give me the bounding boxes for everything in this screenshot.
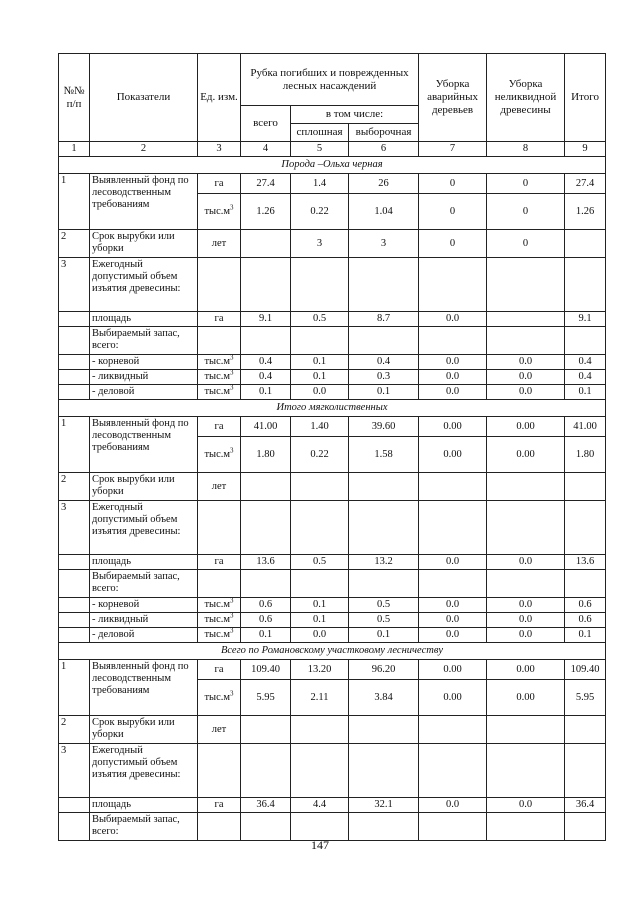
value-cell: 0.00 bbox=[419, 660, 487, 680]
value-cell: 0 bbox=[487, 230, 565, 258]
table-row bbox=[59, 385, 606, 400]
empty-cell bbox=[291, 744, 349, 798]
empty-cell bbox=[349, 570, 419, 598]
empty-cell bbox=[59, 628, 90, 643]
value-cell: 0.00 bbox=[487, 680, 565, 716]
value-cell: 0.4 bbox=[565, 355, 606, 370]
value-cell: 1.80 bbox=[565, 437, 606, 473]
empty-cell bbox=[349, 744, 419, 798]
value-cell: 39.60 bbox=[349, 417, 419, 437]
value-cell: 96.20 bbox=[349, 660, 419, 680]
empty-cell bbox=[419, 570, 487, 598]
row-number: 2 bbox=[59, 230, 90, 258]
value-cell bbox=[487, 716, 565, 744]
header-felling: Рубка погибших и поврежденных лесных насаждений bbox=[241, 54, 419, 106]
table-row bbox=[59, 798, 606, 813]
unit-cell: лет bbox=[198, 716, 241, 744]
unit-cell bbox=[198, 385, 241, 400]
table-row bbox=[59, 660, 606, 680]
value-cell: 3 bbox=[349, 230, 419, 258]
value-cell: 0.22 bbox=[291, 437, 349, 473]
indicator-label: - деловой bbox=[90, 385, 198, 400]
table-row bbox=[59, 157, 606, 174]
indicator-label: - корневой bbox=[90, 355, 198, 370]
empty-cell bbox=[59, 370, 90, 385]
table-row bbox=[59, 716, 606, 744]
value-cell: 109.40 bbox=[565, 660, 606, 680]
value-cell: 1.40 bbox=[291, 417, 349, 437]
empty-cell bbox=[419, 501, 487, 555]
empty-cell bbox=[487, 501, 565, 555]
value-cell: 3.84 bbox=[349, 680, 419, 716]
value-cell: 0.00 bbox=[419, 417, 487, 437]
value-cell: 0.0 bbox=[487, 613, 565, 628]
empty-cell bbox=[419, 258, 487, 312]
table-row bbox=[59, 555, 606, 570]
forest-felling-table bbox=[58, 53, 606, 841]
value-cell: 0.1 bbox=[565, 628, 606, 643]
value-cell: 36.4 bbox=[565, 798, 606, 813]
value-cell: 0 bbox=[419, 230, 487, 258]
header-sum: Итого bbox=[565, 54, 606, 142]
value-cell: 13.20 bbox=[291, 660, 349, 680]
value-cell: 1.80 bbox=[241, 437, 291, 473]
unit-text: тыс.м bbox=[204, 691, 231, 703]
value-cell: 0.1 bbox=[349, 385, 419, 400]
unit-text: тыс.м bbox=[204, 205, 231, 217]
value-cell bbox=[419, 473, 487, 501]
indicator-label: Выявленный фонд по лесоводственным требованиям bbox=[90, 174, 198, 230]
value-cell: 0.1 bbox=[349, 628, 419, 643]
empty-cell bbox=[59, 598, 90, 613]
empty-cell bbox=[291, 327, 349, 355]
value-cell: 0.6 bbox=[565, 613, 606, 628]
col-number: 1 bbox=[59, 142, 90, 157]
value-cell: 0.0 bbox=[487, 355, 565, 370]
value-cell: 2.11 bbox=[291, 680, 349, 716]
header-total: всего bbox=[241, 106, 291, 142]
table-row bbox=[59, 628, 606, 643]
value-cell: 0 bbox=[487, 194, 565, 230]
empty-cell bbox=[241, 258, 291, 312]
col-number: 3 bbox=[198, 142, 241, 157]
table-row bbox=[59, 744, 606, 798]
value-cell: 13.6 bbox=[241, 555, 291, 570]
value-cell: 0.4 bbox=[241, 355, 291, 370]
value-cell: 32.1 bbox=[349, 798, 419, 813]
table-row bbox=[59, 355, 606, 370]
value-cell: 0.0 bbox=[419, 385, 487, 400]
table-row bbox=[59, 400, 606, 417]
value-cell bbox=[565, 230, 606, 258]
row-number: 2 bbox=[59, 716, 90, 744]
value-cell: 109.40 bbox=[241, 660, 291, 680]
value-cell: 13.2 bbox=[349, 555, 419, 570]
empty-cell bbox=[487, 570, 565, 598]
indicator-label: - ликвидный bbox=[90, 370, 198, 385]
header-including: в том числе: bbox=[291, 106, 419, 124]
col-number: 6 bbox=[349, 142, 419, 157]
table-row bbox=[59, 370, 606, 385]
value-cell: 0.0 bbox=[487, 370, 565, 385]
value-cell: 1.58 bbox=[349, 437, 419, 473]
value-cell: 0 bbox=[487, 174, 565, 194]
empty-cell bbox=[198, 501, 241, 555]
unit-cell bbox=[198, 370, 241, 385]
value-cell: 0.5 bbox=[291, 312, 349, 327]
value-cell: 0.1 bbox=[291, 355, 349, 370]
value-cell bbox=[349, 473, 419, 501]
value-cell: 0.1 bbox=[291, 598, 349, 613]
table-row bbox=[59, 174, 606, 194]
value-cell: 0 bbox=[419, 194, 487, 230]
empty-cell bbox=[241, 744, 291, 798]
indicator-label: площадь bbox=[90, 312, 198, 327]
unit-cell: га bbox=[198, 660, 241, 680]
header-selective: выборочная bbox=[349, 124, 419, 142]
section-title: Порода –Ольха черная bbox=[59, 157, 606, 174]
header-emergency: Уборка аварийных деревьев bbox=[419, 54, 487, 142]
empty-cell bbox=[419, 744, 487, 798]
empty-cell bbox=[198, 258, 241, 312]
value-cell: 4.4 bbox=[291, 798, 349, 813]
value-cell bbox=[241, 473, 291, 501]
empty-cell bbox=[198, 744, 241, 798]
table-row bbox=[59, 473, 606, 501]
empty-cell bbox=[565, 258, 606, 312]
unit-text: тыс.м bbox=[204, 356, 231, 367]
value-cell: 0.4 bbox=[565, 370, 606, 385]
header-solid: сплошная bbox=[291, 124, 349, 142]
empty-cell bbox=[198, 327, 241, 355]
unit-text: тыс.м bbox=[204, 629, 231, 640]
value-cell bbox=[487, 473, 565, 501]
value-cell: 0.0 bbox=[487, 628, 565, 643]
value-cell: 5.95 bbox=[565, 680, 606, 716]
value-cell: 0.0 bbox=[419, 555, 487, 570]
table-row bbox=[59, 327, 606, 355]
empty-cell bbox=[59, 798, 90, 813]
empty-cell bbox=[565, 327, 606, 355]
value-cell: 26 bbox=[349, 174, 419, 194]
table-row bbox=[59, 230, 606, 258]
unit-superscript: 3 bbox=[230, 203, 234, 211]
indicator-label: Выбираемый запас, всего: bbox=[90, 327, 198, 355]
empty-cell bbox=[419, 813, 487, 841]
unit-text: тыс.м bbox=[204, 371, 231, 382]
value-cell: 0.5 bbox=[291, 555, 349, 570]
header-num: №№ п/п bbox=[59, 54, 90, 142]
row-number: 1 bbox=[59, 417, 90, 473]
unit-cell bbox=[198, 194, 241, 230]
page-number: 147 bbox=[311, 838, 329, 852]
table-row bbox=[59, 501, 606, 555]
value-cell: 13.6 bbox=[565, 555, 606, 570]
unit-superscript: 3 bbox=[230, 627, 234, 635]
empty-cell bbox=[59, 555, 90, 570]
table-row bbox=[59, 598, 606, 613]
unit-superscript: 3 bbox=[230, 384, 234, 392]
empty-cell bbox=[565, 744, 606, 798]
value-cell: 0.1 bbox=[565, 385, 606, 400]
table-row bbox=[59, 643, 606, 660]
value-cell bbox=[291, 473, 349, 501]
unit-text: тыс.м bbox=[204, 386, 231, 397]
value-cell bbox=[349, 716, 419, 744]
col-number: 8 bbox=[487, 142, 565, 157]
unit-text: тыс.м bbox=[204, 448, 231, 460]
table-row bbox=[59, 570, 606, 598]
indicator-label: площадь bbox=[90, 798, 198, 813]
value-cell: 0.1 bbox=[241, 385, 291, 400]
value-cell: 0.0 bbox=[419, 798, 487, 813]
value-cell: 0.6 bbox=[241, 613, 291, 628]
table-row bbox=[59, 258, 606, 312]
empty-cell bbox=[59, 355, 90, 370]
value-cell: 0.6 bbox=[241, 598, 291, 613]
value-cell: 0.22 bbox=[291, 194, 349, 230]
unit-text: тыс.м bbox=[204, 614, 231, 625]
unit-cell: га bbox=[198, 417, 241, 437]
value-cell: 0.0 bbox=[419, 355, 487, 370]
col-number: 4 bbox=[241, 142, 291, 157]
table-row bbox=[59, 312, 606, 327]
value-cell: 5.95 bbox=[241, 680, 291, 716]
unit-cell: га bbox=[198, 798, 241, 813]
unit-cell bbox=[198, 613, 241, 628]
unit-superscript: 3 bbox=[230, 612, 234, 620]
unit-superscript: 3 bbox=[230, 597, 234, 605]
unit-superscript: 3 bbox=[230, 689, 234, 697]
value-cell: 1.26 bbox=[565, 194, 606, 230]
empty-cell bbox=[291, 258, 349, 312]
value-cell: 1.04 bbox=[349, 194, 419, 230]
value-cell: 0.6 bbox=[565, 598, 606, 613]
value-cell: 0.0 bbox=[419, 598, 487, 613]
unit-cell bbox=[198, 598, 241, 613]
empty-cell bbox=[59, 327, 90, 355]
indicator-label: Ежегодный допустимый объем изъятия древесины: bbox=[90, 501, 198, 555]
header-unit: Ед. изм. bbox=[198, 54, 241, 142]
empty-cell bbox=[59, 570, 90, 598]
value-cell: 0.0 bbox=[487, 798, 565, 813]
empty-cell bbox=[565, 570, 606, 598]
empty-cell bbox=[59, 613, 90, 628]
col-number: 2 bbox=[90, 142, 198, 157]
value-cell bbox=[565, 473, 606, 501]
empty-cell bbox=[487, 258, 565, 312]
value-cell: 0.0 bbox=[419, 628, 487, 643]
unit-cell: лет bbox=[198, 230, 241, 258]
unit-superscript: 3 bbox=[230, 369, 234, 377]
value-cell: 0.0 bbox=[291, 385, 349, 400]
section-title: Итого мягколиственных bbox=[59, 400, 606, 417]
value-cell: 0.00 bbox=[487, 660, 565, 680]
value-cell bbox=[291, 716, 349, 744]
value-cell: 36.4 bbox=[241, 798, 291, 813]
unit-cell bbox=[198, 628, 241, 643]
indicator-label: - деловой bbox=[90, 628, 198, 643]
empty-cell bbox=[59, 385, 90, 400]
row-number: 1 bbox=[59, 174, 90, 230]
indicator-label: - корневой bbox=[90, 598, 198, 613]
unit-superscript: 3 bbox=[230, 446, 234, 454]
section-title: Всего по Романовскому участковому лесничеству bbox=[59, 643, 606, 660]
empty-cell bbox=[565, 501, 606, 555]
value-cell: 0.0 bbox=[487, 555, 565, 570]
row-number: 3 bbox=[59, 501, 90, 555]
indicator-label: площадь bbox=[90, 555, 198, 570]
value-cell: 9.1 bbox=[241, 312, 291, 327]
value-cell: 27.4 bbox=[565, 174, 606, 194]
empty-cell bbox=[565, 813, 606, 841]
value-cell: 0.1 bbox=[241, 628, 291, 643]
value-cell: 0.00 bbox=[419, 680, 487, 716]
value-cell: 0.0 bbox=[419, 613, 487, 628]
value-cell: 0.3 bbox=[349, 370, 419, 385]
empty-cell bbox=[349, 813, 419, 841]
value-cell: 41.00 bbox=[565, 417, 606, 437]
unit-superscript: 3 bbox=[230, 354, 234, 362]
empty-cell bbox=[487, 744, 565, 798]
empty-cell bbox=[419, 327, 487, 355]
value-cell: 1.26 bbox=[241, 194, 291, 230]
unit-cell: га bbox=[198, 174, 241, 194]
value-cell: 0.0 bbox=[419, 312, 487, 327]
value-cell bbox=[419, 716, 487, 744]
indicator-label: Срок вырубки или уборки bbox=[90, 716, 198, 744]
indicator-label: Выбираемый запас, всего: bbox=[90, 570, 198, 598]
value-cell: 0 bbox=[419, 174, 487, 194]
value-cell bbox=[487, 312, 565, 327]
value-cell: 0.0 bbox=[487, 598, 565, 613]
value-cell: 0.00 bbox=[487, 417, 565, 437]
indicator-label: Ежегодный допустимый объем изъятия древесины: bbox=[90, 744, 198, 798]
row-number: 3 bbox=[59, 744, 90, 798]
value-cell: 0.0 bbox=[291, 628, 349, 643]
value-cell: 0.4 bbox=[349, 355, 419, 370]
row-number: 1 bbox=[59, 660, 90, 716]
value-cell: 41.00 bbox=[241, 417, 291, 437]
empty-cell bbox=[241, 813, 291, 841]
empty-cell bbox=[198, 813, 241, 841]
row-number: 2 bbox=[59, 473, 90, 501]
value-cell: 3 bbox=[291, 230, 349, 258]
row-number: 3 bbox=[59, 258, 90, 312]
value-cell: 0.00 bbox=[419, 437, 487, 473]
indicator-label: Срок вырубки или уборки bbox=[90, 473, 198, 501]
empty-cell bbox=[241, 327, 291, 355]
empty-cell bbox=[59, 312, 90, 327]
value-cell: 0.1 bbox=[291, 613, 349, 628]
col-number: 7 bbox=[419, 142, 487, 157]
table-row bbox=[59, 613, 606, 628]
empty-cell bbox=[59, 813, 90, 841]
value-cell: 0.00 bbox=[487, 437, 565, 473]
value-cell bbox=[241, 230, 291, 258]
indicator-label: Выбираемый запас, всего: bbox=[90, 813, 198, 841]
value-cell: 0.1 bbox=[291, 370, 349, 385]
table-row bbox=[59, 813, 606, 841]
value-cell: 8.7 bbox=[349, 312, 419, 327]
value-cell: 27.4 bbox=[241, 174, 291, 194]
empty-cell bbox=[349, 501, 419, 555]
unit-cell: лет bbox=[198, 473, 241, 501]
empty-cell bbox=[241, 501, 291, 555]
unit-text: тыс.м bbox=[204, 599, 231, 610]
indicator-label: - ликвидный bbox=[90, 613, 198, 628]
value-cell: 0.0 bbox=[419, 370, 487, 385]
unit-cell: га bbox=[198, 555, 241, 570]
empty-cell bbox=[487, 813, 565, 841]
table-row bbox=[59, 417, 606, 437]
col-number: 5 bbox=[291, 142, 349, 157]
unit-cell bbox=[198, 355, 241, 370]
value-cell bbox=[565, 716, 606, 744]
empty-cell bbox=[241, 570, 291, 598]
indicator-label: Срок вырубки или уборки bbox=[90, 230, 198, 258]
empty-cell bbox=[487, 327, 565, 355]
empty-cell bbox=[349, 258, 419, 312]
indicator-label: Выявленный фонд по лесоводственным требованиям bbox=[90, 660, 198, 716]
value-cell: 1.4 bbox=[291, 174, 349, 194]
value-cell: 0.5 bbox=[349, 598, 419, 613]
empty-cell bbox=[349, 327, 419, 355]
empty-cell bbox=[291, 501, 349, 555]
empty-cell bbox=[198, 570, 241, 598]
unit-cell: га bbox=[198, 312, 241, 327]
col-number: 9 bbox=[565, 142, 606, 157]
value-cell: 0.0 bbox=[487, 385, 565, 400]
header-illiquid: Уборка неликвидной древесины bbox=[487, 54, 565, 142]
indicator-label: Выявленный фонд по лесоводственным требованиям bbox=[90, 417, 198, 473]
value-cell: 0.4 bbox=[241, 370, 291, 385]
unit-cell bbox=[198, 437, 241, 473]
empty-cell bbox=[291, 813, 349, 841]
empty-cell bbox=[291, 570, 349, 598]
header-indicators: Показатели bbox=[90, 54, 198, 142]
value-cell: 9.1 bbox=[565, 312, 606, 327]
unit-cell bbox=[198, 680, 241, 716]
indicator-label: Ежегодный допустимый объем изъятия древесины: bbox=[90, 258, 198, 312]
value-cell: 0.5 bbox=[349, 613, 419, 628]
value-cell bbox=[241, 716, 291, 744]
